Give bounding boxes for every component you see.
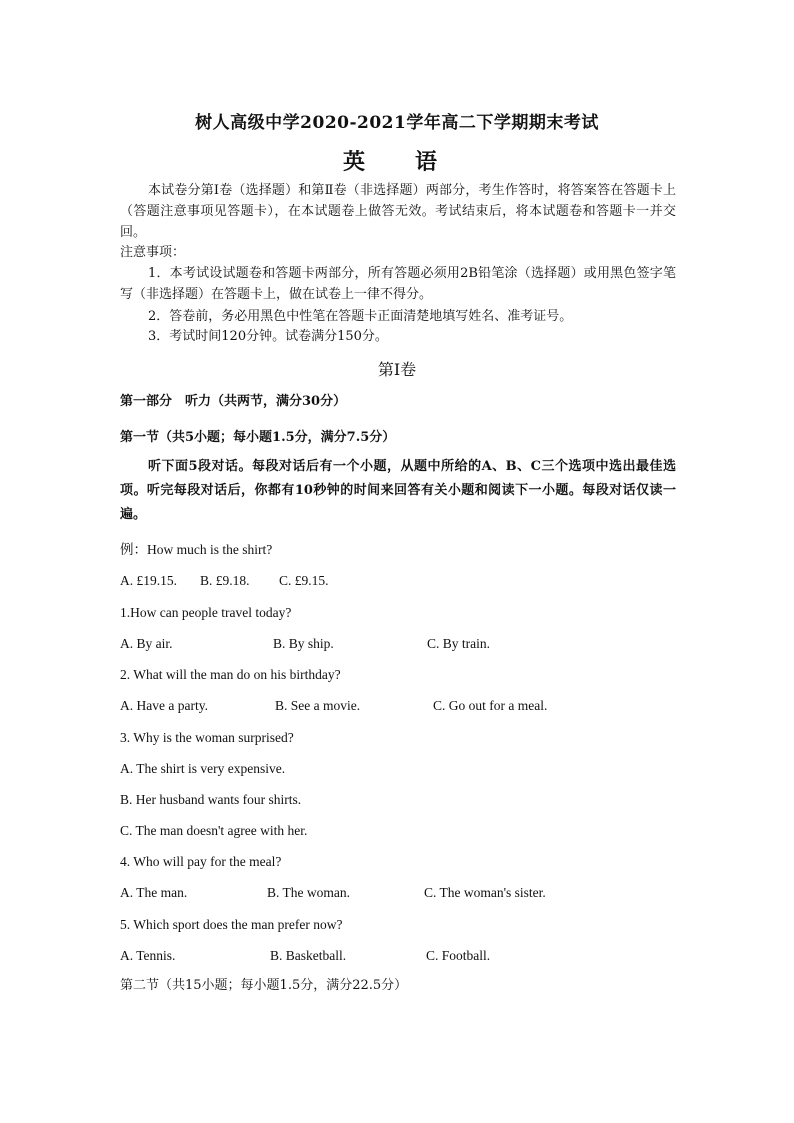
q1-option-c: C. By train. [427,636,490,651]
q5-option-a: A. Tennis. [120,948,176,963]
notice-item-2: 2．答卷前，务必用黑色中性笔在答题卡正面清楚地填写姓名、准考证号。 [148,309,573,324]
q5-option-b: B. Basketball. [270,948,347,963]
question-5: 5. Which sport does the man prefer now? [120,917,343,932]
question-4: 4. Who will pay for the meal? [120,854,282,869]
q4-option-b: B. The woman. [267,885,350,900]
q4-option-c: C. The woman's sister. [424,885,546,900]
q1-option-b: B. By ship. [273,636,334,651]
q3-option-c: C. The man doesn't agree with her. [120,823,308,838]
question-2: 2. What will the man do on his birthday? [120,667,341,682]
q2-option-c: C. Go out for a meal. [433,698,548,713]
notice-item-3: 3．考试时间120分钟。试卷满分150分。 [148,329,388,344]
question-3: 3. Why is the woman surprised? [120,730,294,745]
q3-option-a: A. The shirt is very expensive. [120,761,286,776]
q1-option-a: A. By air. [120,636,173,651]
q4-option-a: A. The man. [120,885,188,900]
section2-heading: 第二节（共15小题；每小题1.5分，满分22.5分） [120,978,408,993]
notice-item-1: 1．本考试设试题卷和答题卡两部分，所有答题必须用2B铅笔涂（选择题）或用黑色签字笔写（非选择题）在答题卡上，做在试卷上一律不得分。 [120,266,676,302]
notice-title: 注意事项： [120,245,186,260]
q5-option-c: C. Football. [426,948,491,963]
subject-heading: 英 语 [342,149,451,175]
question-1: 1.How can people travel today? [120,605,292,620]
intro-paragraph: 本试卷分第Ⅰ卷（选择题）和第Ⅱ卷（非选择题）两部分，考生作答时，将答案答在答题卡上（答题注意事项见答题卡），在本试题卷上做答无效。考试结束后，将本试题卷和答题卡一并交回。 [120,183,676,240]
listening-instructions: 听下面5段对话。每段对话后有一个小题，从题中所给的A、B、C三个选项中选出最佳选项。听完每段对话后，你都有10秒钟的时间来回答有关小题和阅读下一小题。每段对话仅读一遍。 [120,459,676,522]
part1-heading: 第一部分 听力（共两节，满分30分） [120,394,347,409]
example-option-b: B. £9.18. [200,573,250,588]
volume-heading: 第Ⅰ卷 [377,360,417,379]
example-question: 例：How much is the shirt? [120,542,273,557]
q2-option-b: B. See a movie. [275,698,361,713]
example-option-a: A. £19.15. [120,573,177,588]
section1-heading: 第一节（共5小题；每小题1.5分，满分7.5分） [120,430,396,445]
example-option-c: C. £9.15. [279,573,329,588]
q3-option-b: B. Her husband wants four shirts. [120,792,302,807]
exam-title: 树人高级中学2020-2021学年高二下学期期末考试 [195,113,599,133]
q2-option-a: A. Have a party. [120,698,208,713]
